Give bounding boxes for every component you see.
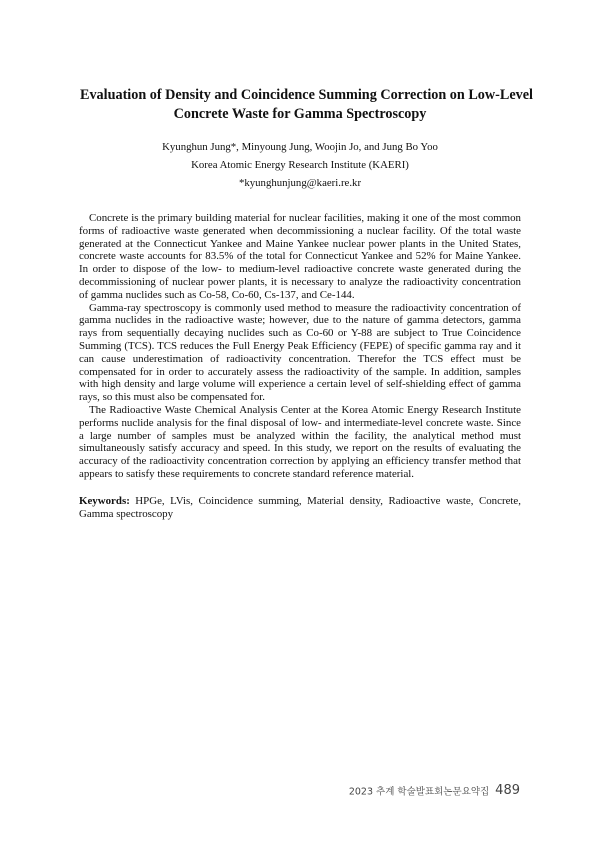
title-line-1: Evaluation of Density and Coincidence Summing Correction on Low-Level bbox=[80, 87, 533, 103]
author-list: Kyunghun Jung*, Minyoung Jung, Woojin Jo, and Jung Bo Yoo bbox=[162, 141, 438, 153]
keywords-label: Keywords: bbox=[79, 494, 130, 507]
abstract-paragraph-3: The Radioactive Waste Chemical Analysis Center at the Korea Atomic Energy Research Institute performs nuclide analysis for the final disposal of low- and intermediate-level concrete waste. Since a large number of samples must be analyzed within the facility, the analytical method must simultaneously satisfy accuracy and speed. In this study, we report on the results of evaluating the accuracy of the radioactivity concentration correction by applying an efficiency transfer method that appears to satisfy these requirements to concrete standard reference material. bbox=[79, 403, 521, 480]
corresponding-email: *kyunghunjung@kaeri.re.kr bbox=[238, 177, 362, 189]
abstract-paragraph-2: Gamma-ray spectroscopy is commonly used method to measure the radioactivity concentration of gamma nuclides in the radioactive waste; however, due to the nature of gamma detectors, gamma rays from sequentially decaying nuclides such as Co-60 or Y-88 are subject to True Coincidence Summing (TCS). TCS reduces the Full Energy Peak Efficiency (FEPE) of specific gamma ray and it can cause underestimation of radioactivity concentration. Therefor the TCS effect must be compensated for in order to accurately assess the radioactivity of the sample. In addition, samples with high density and large volume will experience a certain level of self-shielding effect of gamma rays, so this must also be compensated for. bbox=[79, 301, 521, 404]
conference-name: 2023 추계 학술발표회논문요약집 bbox=[348, 786, 490, 798]
abstract-paragraph-1: Concrete is the primary building material for nuclear facilities, making it one of the most common forms of radioactive waste generated when decommissioning a nuclear facility. Of the total waste generated at the Connecticut Yankee and Maine Yankee nuclear power plants in the United States, concrete waste accounts for 83.5% of the total for Connecticut Yankee and 52% for Maine Yankee. In order to dispose of the low- to medium-level radioactive concrete waste generated during the decommissioning of nuclear power plants, it is necessary to analyze the radioactivity concentration of gamma nuclides such as Co-58, Co-60, Cs-137, and Ce-144. bbox=[79, 212, 521, 301]
paper-title bbox=[80, 86, 533, 124]
abstract-body bbox=[79, 212, 521, 520]
keywords-list: HPGe, LVis, Coincidence summing, Material density, Radioactive waste, Concrete, Gamma spectroscopy bbox=[79, 494, 521, 520]
affiliation: Korea Atomic Energy Research Institute (KAERI) bbox=[191, 159, 409, 171]
keywords-section bbox=[79, 495, 521, 521]
title-line-2: Concrete Waste for Gamma Spectroscopy bbox=[173, 106, 427, 122]
page-number: 489 bbox=[495, 783, 520, 798]
page-footer bbox=[349, 780, 520, 799]
